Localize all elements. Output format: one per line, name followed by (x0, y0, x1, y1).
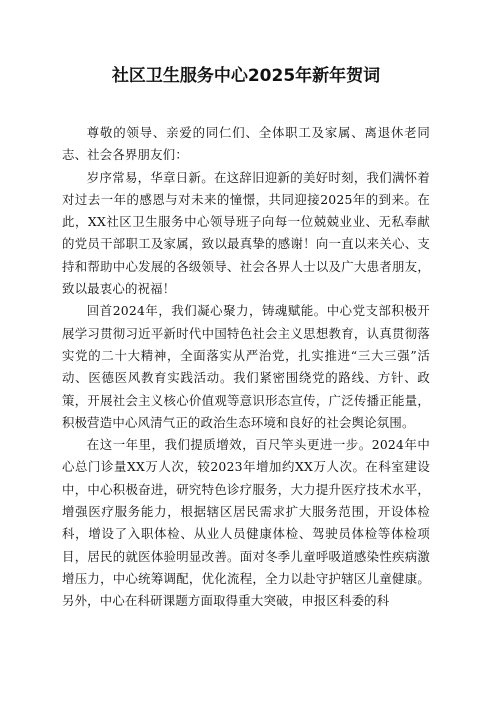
paragraph-salutation: 尊敬的领导、亲爱的同仁们、全体职工及家属、离退休老同志、社会各界朋友们： (62, 125, 430, 163)
document-title: 社区卫生服务中心2025年新年贺词 (111, 66, 381, 86)
paragraph-achievements: 在这一年里，我们提质增效，百尺竿头更进一步。2024年中心总门诊量XX万人次，较2023年增加约XX万人次。在科室建设中，中心积极奋进，研究特色诊疗服务，大力提升医疗技术水平，增强医疗服务能力，根据辖区居民需求扩大服务范围，开设体检科，增设了入职体检、从业人员健康体检、驾驶员体检等体检项目，居民的就医体验明显改善。面对冬季儿童呼吸道感染性疾病激增压力，中心统筹调配，优化流程，全力以赴守护辖区儿童健康。另外，中心在科研课题方面取得重大突破，申报区科委的科 (62, 437, 430, 609)
document-body (62, 122, 430, 613)
paragraph-review-2024: 回首2024年，我们凝心聚力，铸魂赋能。中心党支部积极开展学习贯彻习近平新时代中国特色社会主义思想教育，认真贯彻落实党的二十大精神，全面落实从严治党，扎实推进“三大三强”活动、医德医风教育实践活动。我们紧密围绕党的路线、方针、政策，开展社会主义核心价值观等意识形态宣传，广泛传播正能量，积极营造中心风清气正的政治生态环境和良好的社会舆论氛围。 (62, 303, 430, 430)
paragraph-greeting: 岁序常易，华章日新。在这辞旧迎新的美好时刻，我们满怀着对过去一年的感恩与对未来的憧憬，共同迎接2025年的到来。在此，XX社区卫生服务中心领导班子向每一位兢兢业业、无私奉献的党员干部职工及家属，致以最真挚的感谢！向一直以来关心、支持和帮助中心发展的各级领导、社会各界人士以及广大患者朋友，致以最衷心的祝福！ (62, 169, 430, 297)
